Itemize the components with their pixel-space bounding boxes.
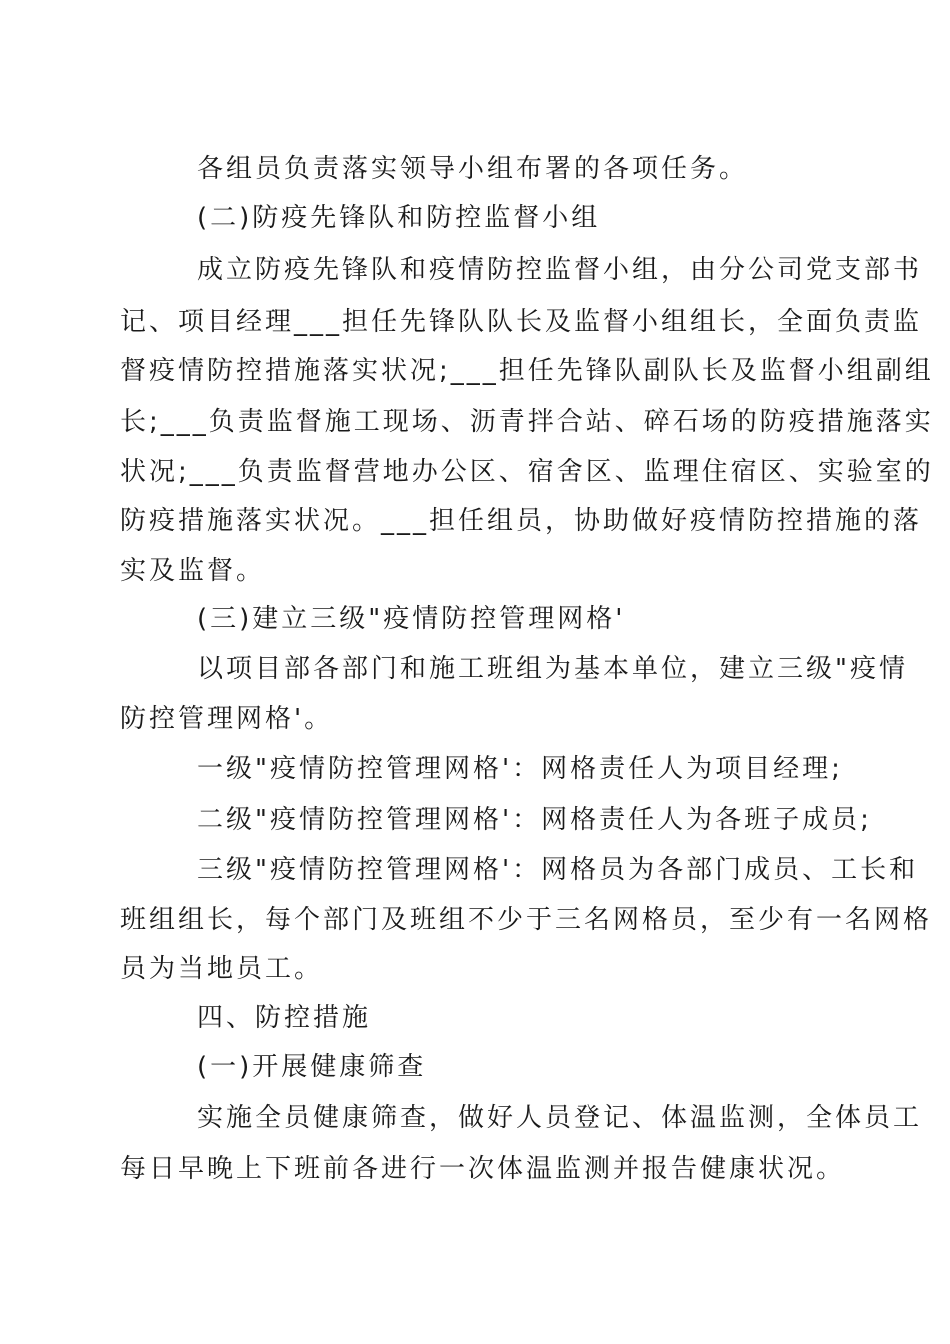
paragraph-line: 实及监督。 [120,556,266,586]
paragraph-line: 成立防疫先锋队和疫情防控监督小组，由分公司党支部书 [197,255,923,285]
paragraph-line: 状况;___负责监督营地办公区、宿舍区、监理住宿区、实验室的 [120,457,934,487]
paragraph-line: 班组组长，每个部门及班组不少于三名网格员，至少有一名网格 [120,905,933,935]
paragraph-line: 防控管理网格'。 [120,704,334,734]
paragraph-line: 三级"疫情防控管理网格'：网格员为各部门成员、工长和 [197,855,919,885]
section-heading: (二)防疫先锋队和防控监督小组 [197,203,601,233]
section-heading: (三)建立三级"疫情防控管理网格' [197,604,626,634]
section-heading: (一)开展健康筛查 [197,1052,427,1082]
paragraph-line: 防疫措施落实状况。___担任组员，协助做好疫情防控措施的落 [120,506,923,536]
paragraph-line: 记、项目经理___担任先锋队队长及监督小组组长，全面负责监 [120,307,923,337]
paragraph-line: 一级"疫情防控管理网格'：网格责任人为项目经理; [197,754,843,784]
paragraph-line: 实施全员健康筛查，做好人员登记、体温监测，全体员工 [197,1103,923,1133]
paragraph-line: 督疫情防控措施落实状况;___担任先锋队副队长及监督小组副组 [120,356,934,386]
section-heading: 四、防控措施 [197,1003,372,1033]
paragraph-line: 以项目部各部门和施工班组为基本单位，建立三级"疫情 [197,654,908,684]
paragraph-line: 员为当地员工。 [120,954,324,984]
paragraph-line: 每日早晚上下班前各进行一次体温监测并报告健康状况。 [120,1154,846,1184]
paragraph-line: 长;___负责监督施工现场、沥青拌合站、碎石场的防疫措施落实 [120,407,934,437]
paragraph-line: 二级"疫情防控管理网格'：网格责任人为各班子成员; [197,805,872,835]
paragraph-line: 各组员负责落实领导小组布署的各项任务。 [197,154,749,184]
